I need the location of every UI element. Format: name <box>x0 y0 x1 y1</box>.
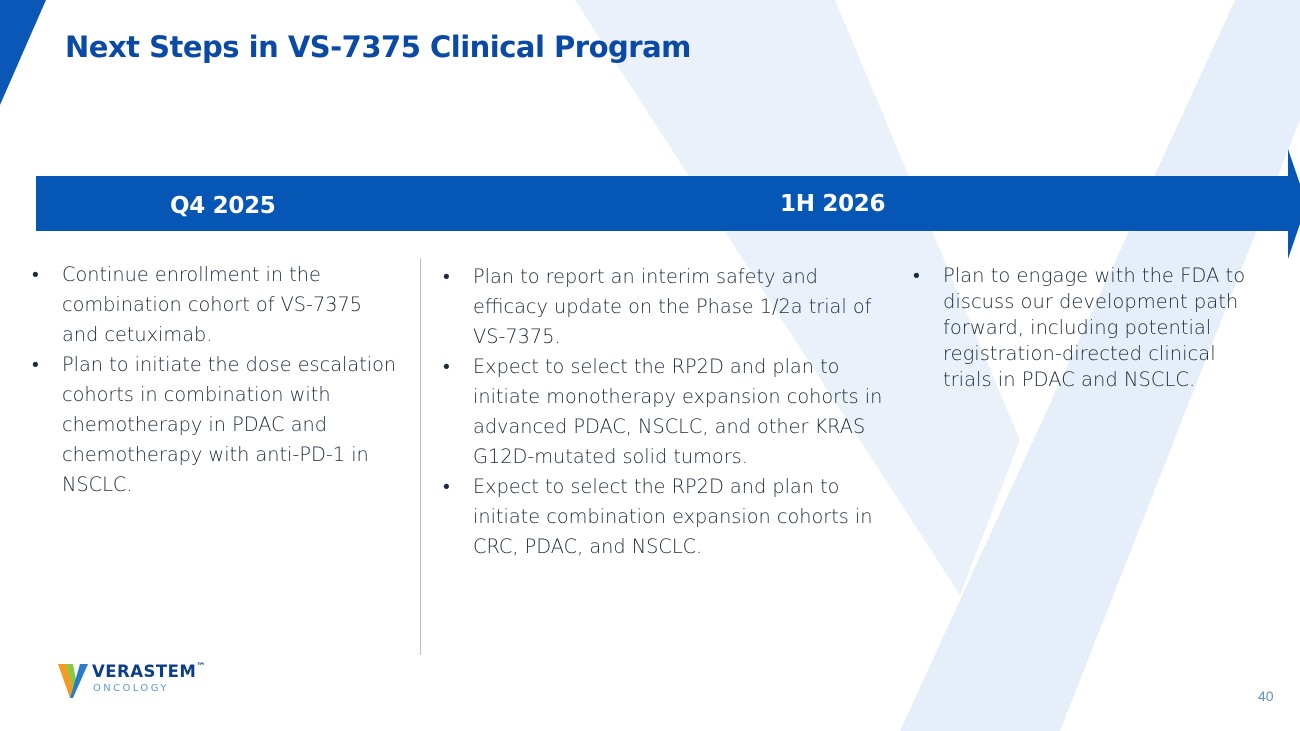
timeline-bar <box>36 176 1290 231</box>
column-divider <box>420 258 421 655</box>
bullet-item: • Plan to engage with the FDA to discuss our development path forward, including potential registration-directed clinical trials in PDAC and NSCLC. <box>913 263 1258 393</box>
verastem-logo <box>56 660 216 702</box>
bullet-item: • Plan to report an interim safety and efficacy update on the Phase 1/2a trial of VS-7375. <box>443 262 893 352</box>
timeline-period-1h-2026: 1H 2026 <box>780 191 886 217</box>
timeline-arrow-head <box>1288 149 1300 259</box>
bullet-item: • Expect to select the RP2D and plan to initiate monotherapy expansion cohorts in advanced PDAC, NSCLC, and other KRAS G12D-mutated solid tumors. <box>443 352 893 472</box>
logo-subtitle: ONCOLOGY <box>93 683 169 694</box>
column-q4-2025 <box>32 260 404 500</box>
page-title: Next Steps in VS-7375 Clinical Program <box>65 30 691 64</box>
verastem-v-icon <box>56 660 90 700</box>
bullet-item: • Continue enrollment in the combination cohort of VS-7375 and cetuximab. <box>32 260 404 350</box>
timeline-period-q4-2025: Q4 2025 <box>170 193 276 219</box>
logo-wordmark: VERASTEM™ <box>92 662 206 681</box>
bullet-item: • Expect to select the RP2D and plan to initiate combination expansion cohorts in CRC, PDAC, and NSCLC. <box>443 472 893 562</box>
page-number: 40 <box>1258 688 1274 704</box>
bullet-item: • Plan to initiate the dose escalation cohorts in combination with chemotherapy in PDAC and chemotherapy with anti-PD-1 in NSCLC. <box>32 350 404 500</box>
column-1h-2026 <box>443 262 893 562</box>
column-fda-engagement <box>913 263 1258 393</box>
